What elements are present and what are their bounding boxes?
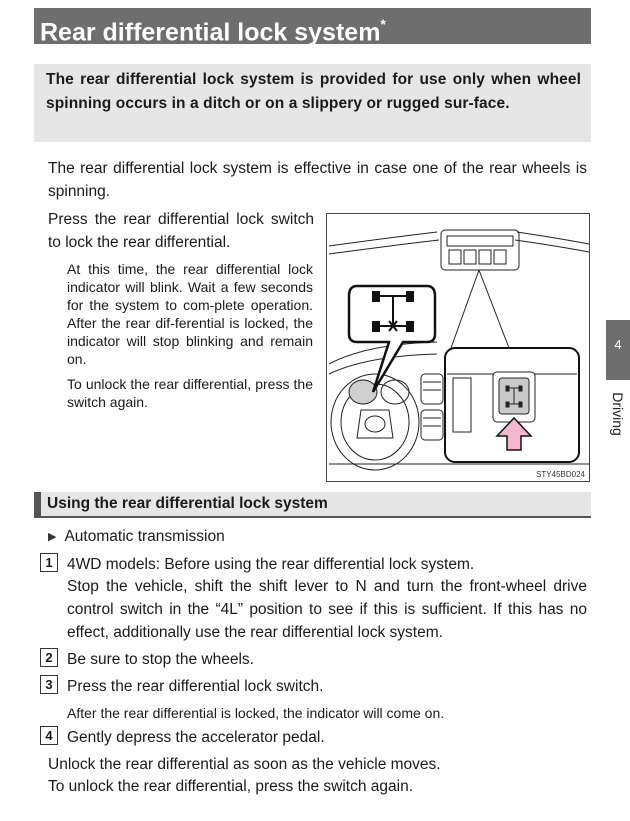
closing-line-1: Unlock the rear differential as soon as the vehicle moves.	[48, 756, 441, 773]
section-marker	[34, 492, 41, 518]
page-title-text: Rear differential lock system	[40, 18, 381, 47]
caution-text: The rear differential lock system is provided for use only when wheel spinning occurs in a ditch or on a slippery or rugged sur-face.	[46, 71, 581, 112]
intro-paragraph: The rear differential lock system is effective in case one of the rear wheels is spinning.	[48, 160, 587, 200]
indicator-note: At this time, the rear differential lock indicator will blink. Wait a few seconds for the system to com-plete operation. After the rear dif-ferential is locked, the indicator will stop blinking and remain on.	[67, 261, 313, 367]
unlock-note: To unlock the rear differential, press the switch again.	[67, 376, 313, 410]
switch-inset	[445, 348, 579, 462]
chapter-label-text: Driving	[610, 392, 627, 436]
press-paragraph: Press the rear differential lock switch to lock the rear differential.	[48, 211, 314, 251]
dashboard-figure	[326, 213, 590, 482]
page-title	[34, 8, 591, 47]
step-number: 3	[40, 675, 58, 694]
dashboard-illustration	[327, 214, 589, 481]
step-2-text: Be sure to stop the wheels.	[67, 651, 254, 668]
figure-code: STY45BD024	[536, 470, 585, 479]
step-3-note: After the rear differential is locked, the indicator will come on.	[67, 705, 445, 721]
caution-box	[34, 64, 591, 142]
chapter-number: 4	[614, 337, 622, 352]
transmission-label: Automatic transmission	[64, 528, 225, 545]
transmission-row	[48, 527, 225, 548]
step-4-text: Gently depress the accelerator pedal.	[67, 729, 325, 746]
section-heading	[34, 492, 591, 518]
closing-line-2: To unlock the rear differential, press the switch again.	[48, 778, 414, 795]
chapter-label	[606, 384, 630, 444]
chapter-tab[interactable]	[606, 320, 630, 380]
section-title: Using the rear differential lock system	[47, 495, 328, 512]
step-1-detail: Stop the vehicle, shift the shift lever to N and turn the front-wheel drive control switch in the “4L” position to see if this is sufficient. If this has no effect, additionally use the rear differential lock system.	[67, 578, 587, 641]
step-1-text: 4WD models: Before using the rear differential lock system.	[67, 556, 475, 573]
step-number: 2	[40, 648, 58, 667]
step-number: 4	[40, 726, 58, 745]
step-3-text: Press the rear differential lock switch.	[67, 678, 324, 695]
title-asterisk: *	[380, 16, 386, 32]
triangle-bullet-icon: ▶	[48, 531, 57, 543]
step-number: 1	[40, 553, 58, 572]
